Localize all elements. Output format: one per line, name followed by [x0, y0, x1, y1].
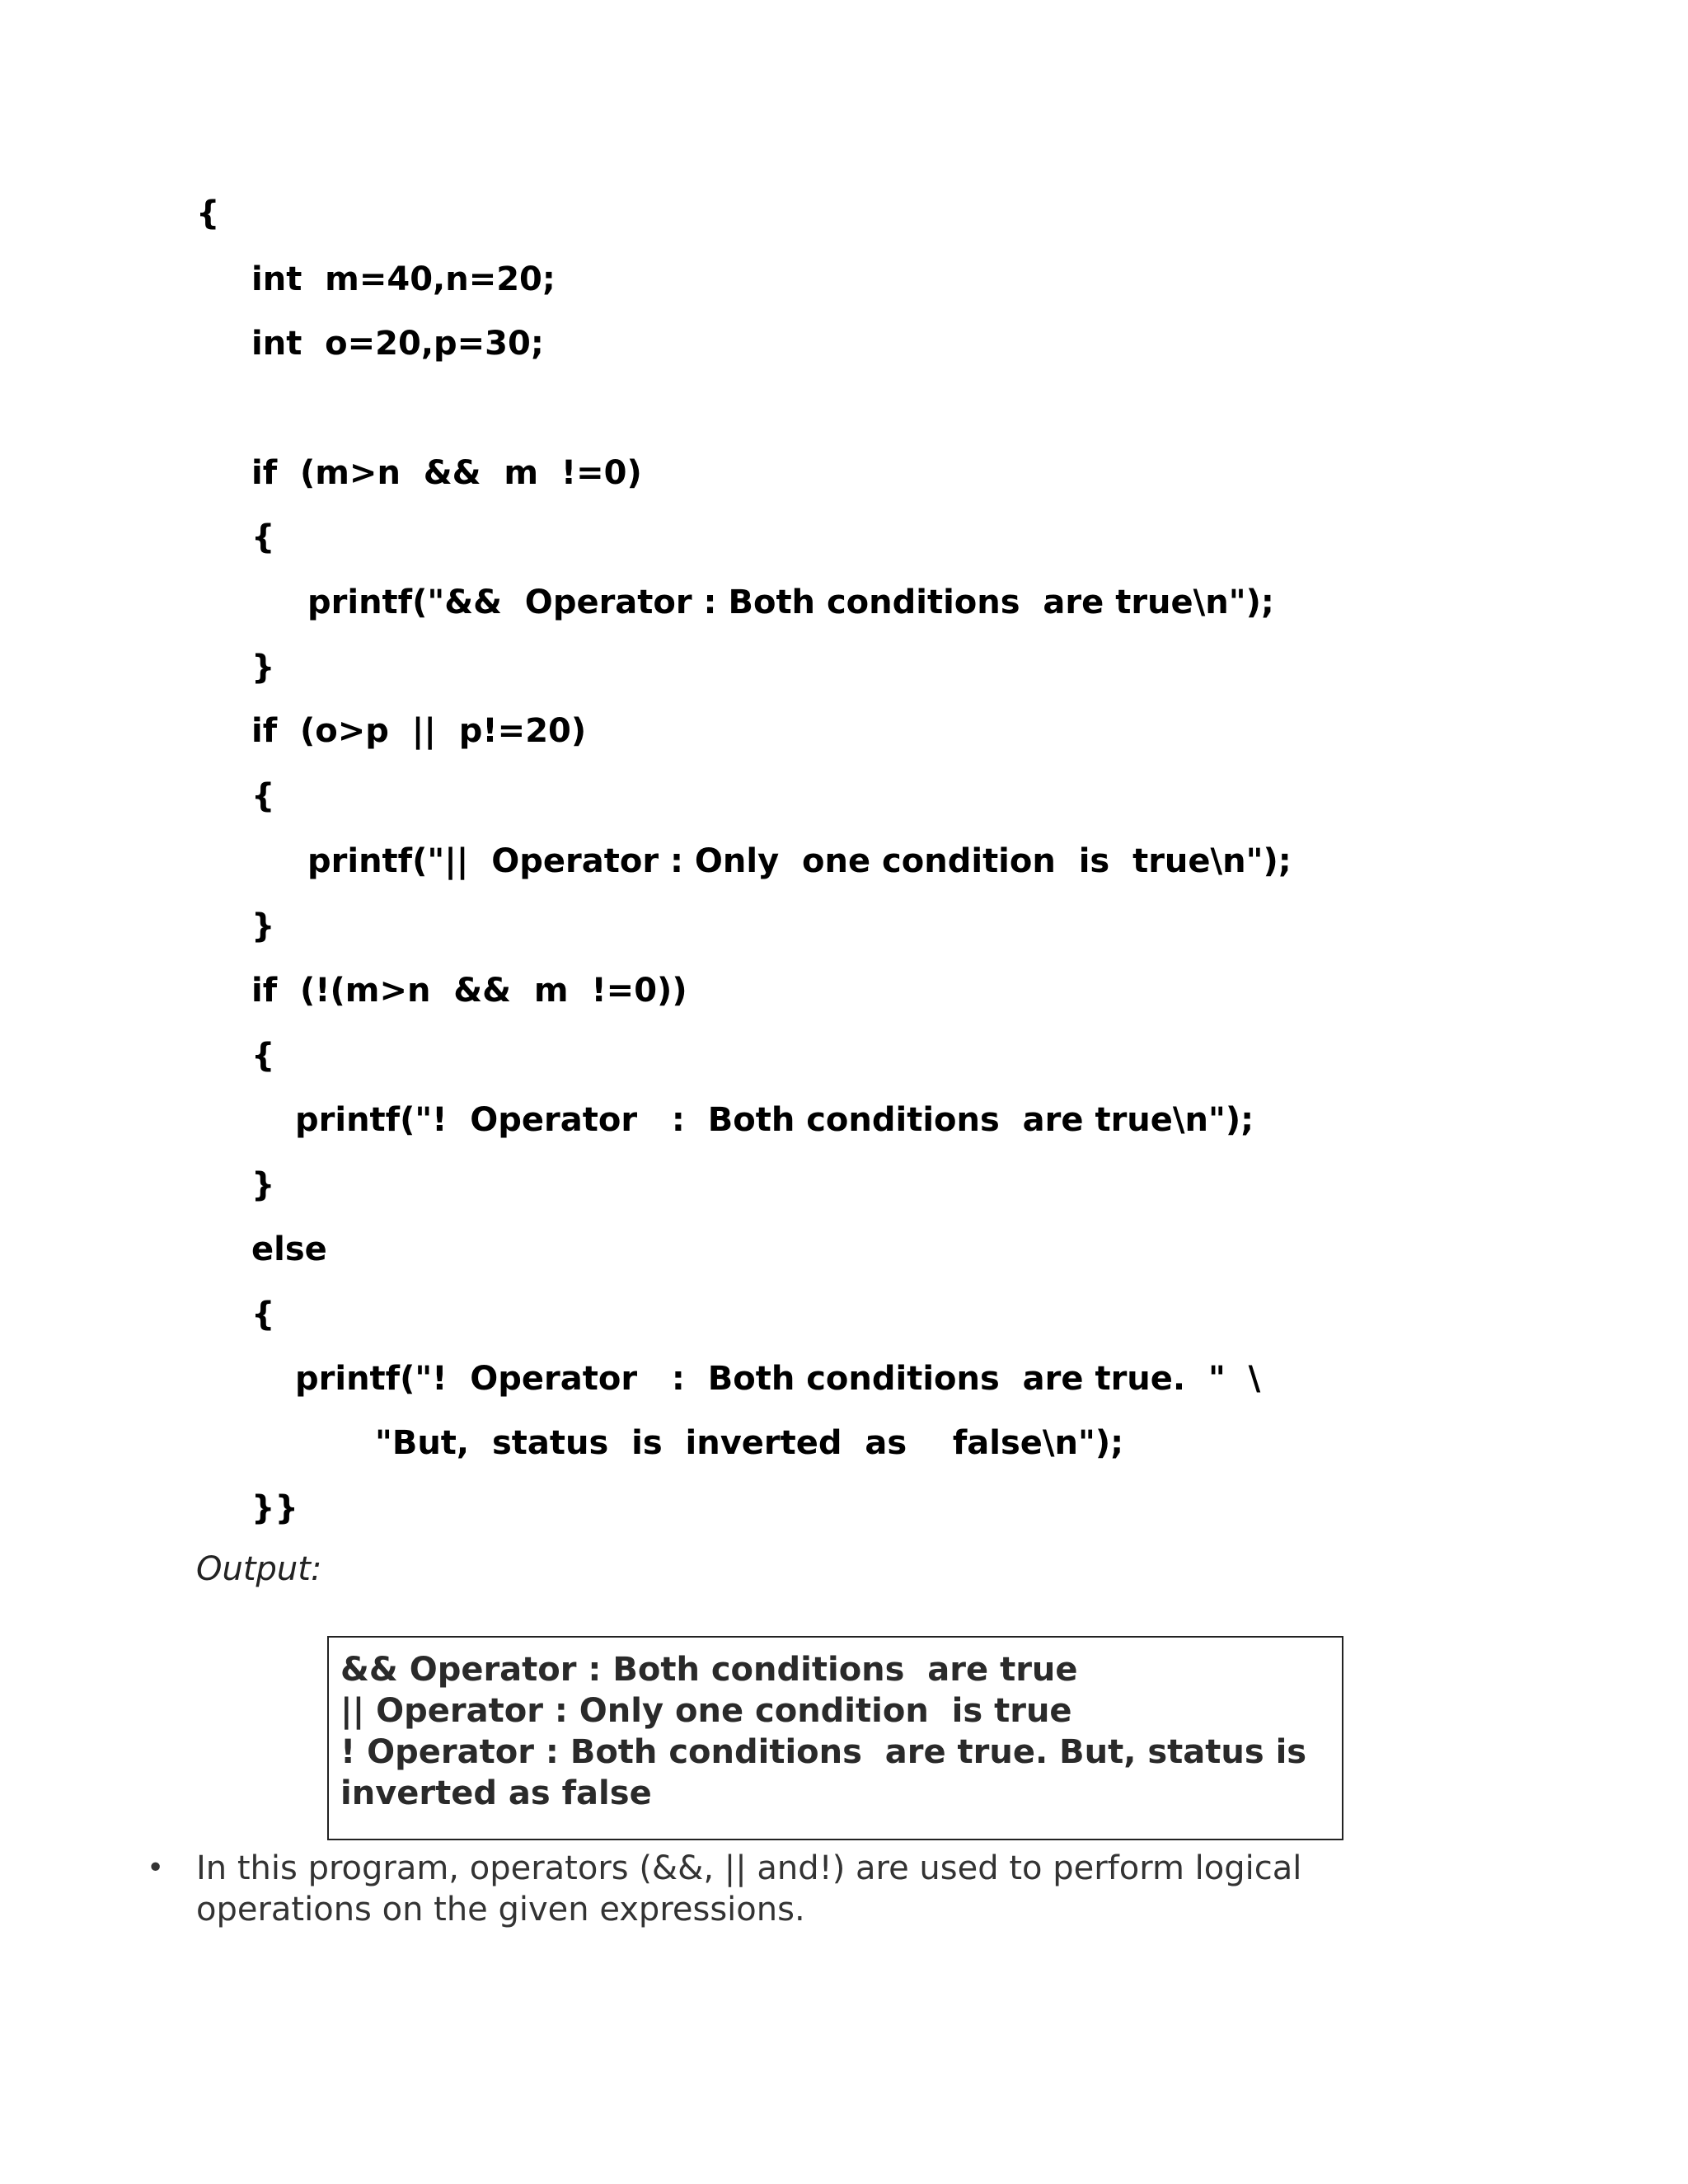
- code-line-2: int m=40,n=20;: [251, 260, 556, 298]
- code-line-3: int o=20,p=30;: [251, 325, 544, 363]
- code-line-15: }: [251, 1166, 275, 1204]
- code-line-9: {: [251, 777, 275, 815]
- output-box: [327, 1636, 1343, 1840]
- code-line-14: printf("! Operator : Both conditions are true\n");: [295, 1101, 1254, 1139]
- output-line-1: && Operator : Both conditions are true: [340, 1651, 1078, 1689]
- code-line-6: printf("&& Operator : Both conditions are true\n");: [307, 583, 1274, 621]
- output-label: Output:: [196, 1550, 322, 1588]
- output-line-4: inverted as false: [340, 1774, 652, 1812]
- code-line-4: if (m>n && m !=0): [251, 454, 642, 492]
- code-line-17: {: [251, 1296, 275, 1333]
- bullet-icon: •: [147, 1851, 165, 1885]
- code-line-11: }: [251, 907, 275, 945]
- bullet-text: In this program, operators (&&, || and!) are used to perform logical operations on the given expressions.: [196, 1849, 1302, 1929]
- code-line-5: {: [251, 518, 275, 556]
- code-line-16: else: [251, 1230, 327, 1268]
- output-line-3: ! Operator : Both conditions are true. But, status is: [340, 1733, 1307, 1771]
- code-line-8: if (o>p || p!=20): [251, 712, 587, 750]
- code-line-19: "But, status is inverted as false\n");: [375, 1424, 1124, 1462]
- code-line-18: printf("! Operator : Both conditions are true. " \: [295, 1360, 1261, 1398]
- code-line-12: if (!(m>n && m !=0)): [251, 972, 687, 1010]
- code-line-20: }}: [251, 1489, 298, 1527]
- code-line-13: {: [251, 1037, 275, 1075]
- code-line-1: {: [196, 194, 220, 232]
- output-line-2: || Operator : Only one condition is true: [340, 1692, 1072, 1730]
- code-line-7: }: [251, 649, 275, 687]
- code-line-10: printf("|| Operator : Only one condition is true\n");: [307, 842, 1292, 880]
